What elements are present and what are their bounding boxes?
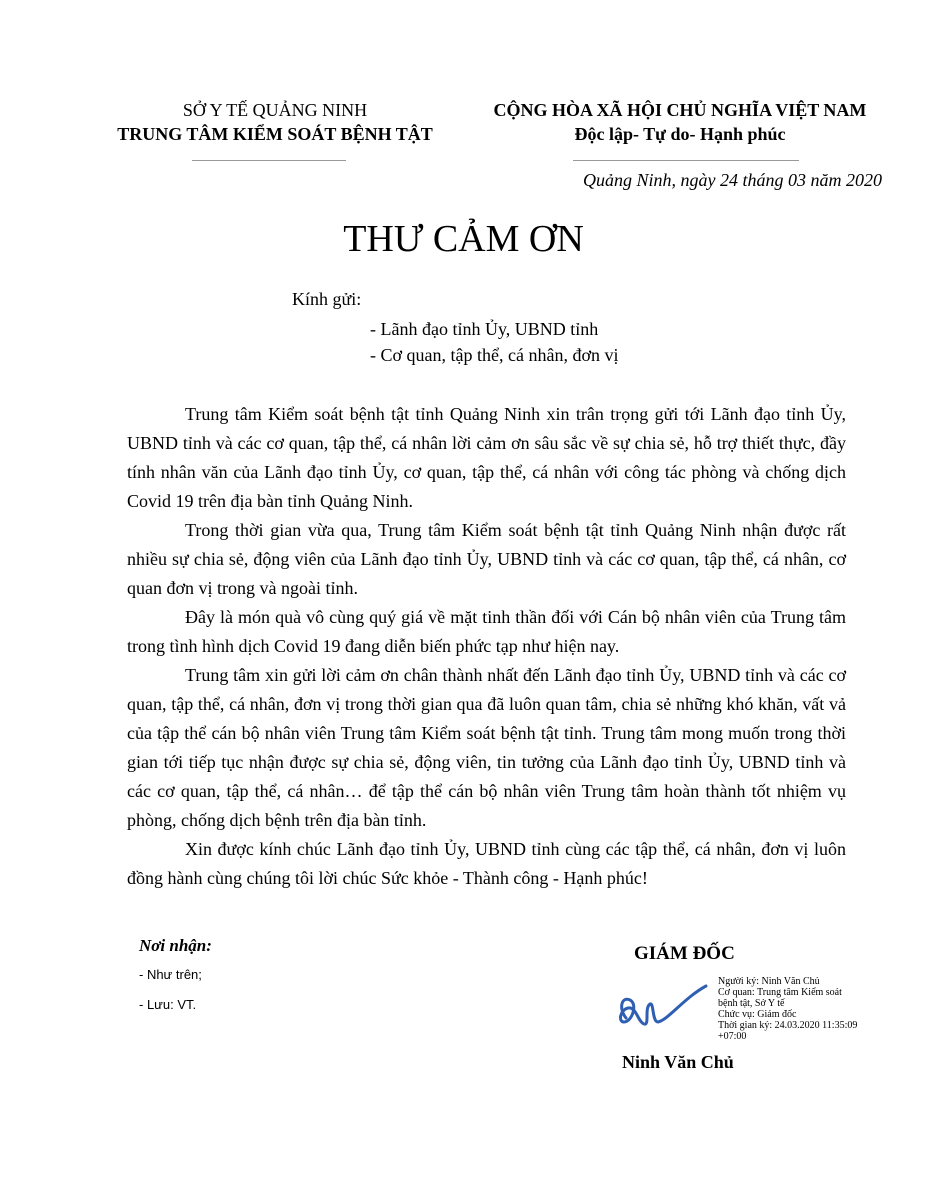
digital-time: Thời gian ký: 24.03.2020 11:35:09 +07:00 bbox=[718, 1020, 858, 1042]
letter-title: THƯ CẢM ƠN bbox=[343, 218, 584, 260]
header-right-divider bbox=[573, 160, 799, 161]
digital-signature-info bbox=[718, 976, 858, 1042]
header-left-divider bbox=[192, 160, 346, 161]
signer-role: GIÁM ĐỐC bbox=[634, 943, 735, 964]
national-title: CỘNG HÒA XÃ HỘI CHỦ NGHĨA VIỆT NAM bbox=[493, 100, 867, 120]
header-left bbox=[95, 98, 455, 146]
signer-name: Ninh Văn Chủ bbox=[622, 1052, 734, 1072]
digital-position: Chức vụ: Giám đốc bbox=[718, 1009, 797, 1020]
department-name: SỞ Y TẾ QUẢNG NINH bbox=[182, 100, 368, 120]
body-paragraph: Đây là món quà vô cùng quý giá về mặt tinh thần đối với Cán bộ nhân viên của Trung tâm trong tình hình dịch Covid 19 đang diễn biến phức tạp như hiện nay. bbox=[127, 607, 846, 656]
body-paragraph: Trung tâm xin gửi lời cảm ơn chân thành nhất đến Lãnh đạo tỉnh Ủy, UBND tỉnh và các cơ quan, tập thể, cá nhân, đơn vị trong thời gian qua đã luôn quan tâm, chia sẻ những khó khăn, vất vả của tập thể cán bộ nhân viên Trung tâm Kiểm soát bệnh tật tỉnh. Trung tâm mong muốn trong thời gian tới tiếp tục nhận được sự chia sẻ, động viên, tin tưởng của Lãnh đạo tỉnh Ủy, UBND tỉnh và các cơ quan, tập thể, cá nhân… để tập thể cán bộ nhân viên Trung tâm hoàn thành tốt nhiệm vụ phòng, chống dịch bệnh trên địa bàn tỉnh. bbox=[127, 665, 846, 830]
greeting-label: Kính gửi: bbox=[292, 289, 362, 309]
body-paragraph: Trung tâm Kiểm soát bệnh tật tỉnh Quảng Ninh xin trân trọng gửi tới Lãnh đạo tỉnh Ủy, UBND tỉnh và các cơ quan, tập thể, cá nhân lời cảm ơn sâu sắc về sự chia sẻ, hỗ trợ thiết thực, đầy tính nhân văn của Lãnh đạo tỉnh Ủy, cơ quan, tập thể, cá nhân với công tác phòng và chống dịch Covid 19 trên địa bàn tỉnh Quảng Ninh. bbox=[127, 404, 846, 511]
date-line: Quảng Ninh, ngày 24 tháng 03 năm 2020 bbox=[583, 170, 882, 190]
greeting-recipient: - Cơ quan, tập thể, cá nhân, đơn vị bbox=[370, 345, 619, 365]
recipients-footer-item: - Như trên; bbox=[139, 967, 202, 982]
digital-agency: Cơ quan: Trung tâm Kiểm soát bệnh tật, Sở Y tế bbox=[718, 987, 842, 1009]
organization-name: TRUNG TÂM KIỂM SOÁT BỆNH TẬT bbox=[117, 124, 433, 144]
signature-stroke bbox=[621, 986, 706, 1024]
recipients-footer-item: - Lưu: VT. bbox=[139, 997, 197, 1012]
greeting-recipient: - Lãnh đạo tỉnh Ủy, UBND tỉnh bbox=[370, 319, 599, 339]
body-paragraph: Trong thời gian vừa qua, Trung tâm Kiểm soát bệnh tật tỉnh Quảng Ninh nhận được rất nhiều sự chia sẻ, động viên của Lãnh đạo tỉnh Ủy, UBND tỉnh và các cơ quan, tập thể, cá nhân, cơ quan đơn vị trong và ngoài tỉnh. bbox=[127, 520, 846, 598]
national-motto: Độc lập- Tự do- Hạnh phúc bbox=[574, 124, 786, 144]
body-paragraph: Xin được kính chúc Lãnh đạo tỉnh Ủy, UBND tỉnh cùng các tập thể, cá nhân, đơn vị luôn đồng hành cùng chúng tôi lời chúc Sức khỏe - Thành công - Hạnh phúc! bbox=[127, 839, 846, 888]
header-right bbox=[470, 98, 890, 146]
digital-signer: Người ký: Ninh Văn Chủ bbox=[718, 976, 820, 987]
letter-body bbox=[127, 400, 846, 893]
recipients-footer-title: Nơi nhận: bbox=[139, 936, 212, 955]
handwritten-signature bbox=[614, 978, 714, 1038]
